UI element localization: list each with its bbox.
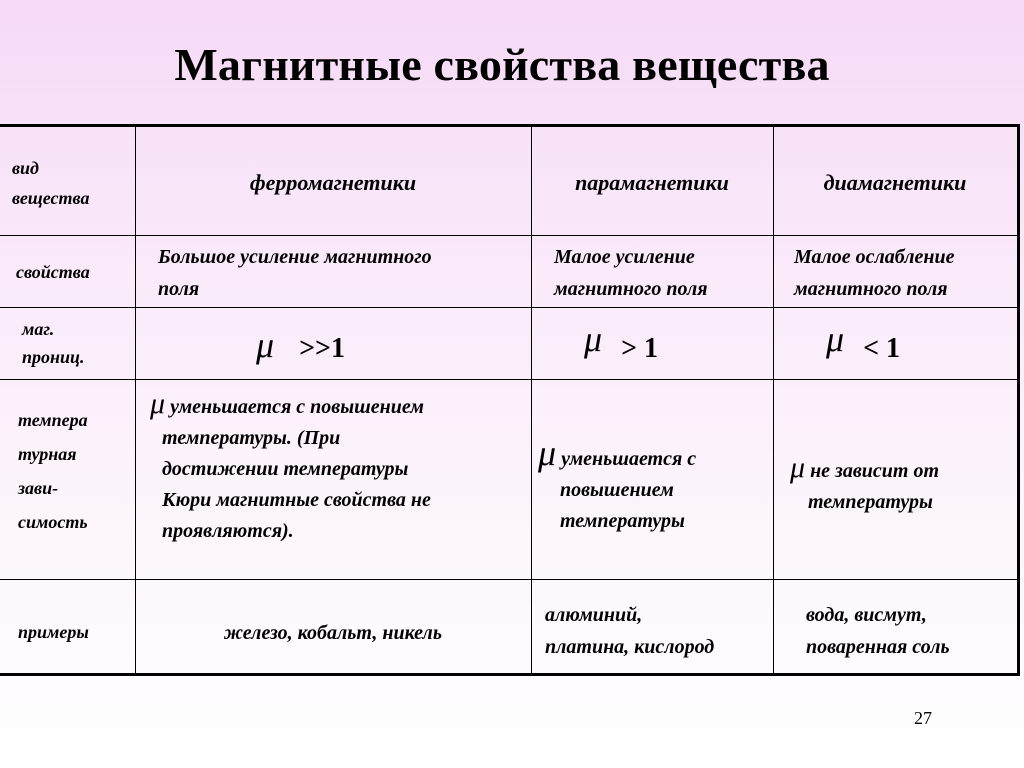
temperature-label-line: зави- [18, 478, 59, 498]
header-label-line: вид [12, 158, 39, 178]
dia-examples [806, 599, 950, 663]
ferro-examples: железо, кобальт, никель [224, 622, 442, 644]
dia-examples-line: поваренная соль [806, 636, 950, 658]
header-label-line: вещества [12, 188, 90, 208]
ferro-temperature-line: уменьшается с повышением [165, 396, 424, 418]
row-label-properties: свойства [16, 262, 90, 282]
column-divider [773, 127, 774, 673]
slide-title: Магнитные свойства вещества [174, 39, 830, 90]
header-label [12, 153, 89, 213]
row-divider [0, 307, 1017, 308]
para-temperature [538, 435, 696, 537]
para-temperature-line: уменьшается с [556, 448, 697, 470]
dia-temperature-line: не зависит от [805, 460, 940, 482]
ferro-temperature-line: температуры. (При [162, 427, 341, 449]
ferro-properties-line: поля [158, 278, 200, 300]
ferro-temperature [150, 389, 431, 547]
para-permeability-value: > 1 [621, 333, 659, 364]
row-label-permeability [22, 315, 85, 371]
row-divider [0, 235, 1017, 236]
dia-properties [794, 241, 955, 305]
row-label-examples: примеры [18, 622, 89, 642]
mu-symbol-icon: μ [256, 325, 275, 365]
ferro-properties [158, 241, 432, 305]
para-properties-line: Малое усиление [554, 246, 695, 268]
temperature-label-line: симость [18, 512, 88, 532]
mu-symbol-icon: μ [538, 433, 557, 473]
properties-table [0, 124, 1020, 676]
dia-permeability-value: < 1 [863, 333, 901, 364]
ferro-temperature-line: проявляются). [162, 520, 294, 542]
column-divider [531, 127, 532, 673]
header-paramagnetics: парамагнетики [575, 170, 729, 195]
dia-temperature-line: температуры [808, 491, 933, 513]
permeability-label-line: маг. [22, 319, 55, 339]
header-diamagnetics: диамагнетики [823, 170, 967, 195]
dia-permeability [826, 319, 901, 367]
temperature-label-line: турная [18, 444, 77, 464]
ferro-temperature-line: достижении температуры [162, 458, 409, 480]
para-temperature-line: повышением [560, 479, 674, 501]
temperature-label-line: темпера [18, 410, 88, 430]
row-divider [0, 379, 1017, 380]
para-properties [554, 241, 708, 305]
dia-examples-line: вода, висмут, [806, 604, 927, 626]
dia-properties-line: магнитного поля [794, 278, 948, 300]
ferro-properties-line: Большое усиление магнитного [158, 246, 432, 268]
ferro-permeability-value: >>1 [299, 333, 345, 364]
row-label-temperature [18, 403, 88, 539]
header-ferromagnetics: ферромагнетики [249, 170, 417, 195]
row-divider [0, 579, 1017, 580]
mu-symbol-icon: μ [790, 451, 806, 484]
para-properties-line: магнитного поля [554, 278, 708, 300]
para-permeability [584, 319, 659, 367]
para-temperature-line: температуры [560, 510, 685, 532]
para-examples-line: алюминий, [545, 604, 643, 626]
page-number: 27 [914, 708, 932, 728]
para-examples [545, 599, 714, 663]
ferro-temperature-line: Кюри магнитные свойства не [162, 489, 431, 511]
column-divider [135, 127, 136, 673]
dia-properties-line: Малое ослабление [794, 246, 955, 268]
dia-temperature [790, 453, 939, 518]
mu-symbol-icon: μ [584, 319, 603, 359]
mu-symbol-icon: μ [150, 387, 166, 420]
mu-symbol-icon: μ [826, 319, 845, 359]
permeability-label-line: прониц. [22, 347, 85, 367]
para-examples-line: платина, кислород [545, 636, 715, 658]
ferro-permeability [256, 327, 345, 367]
